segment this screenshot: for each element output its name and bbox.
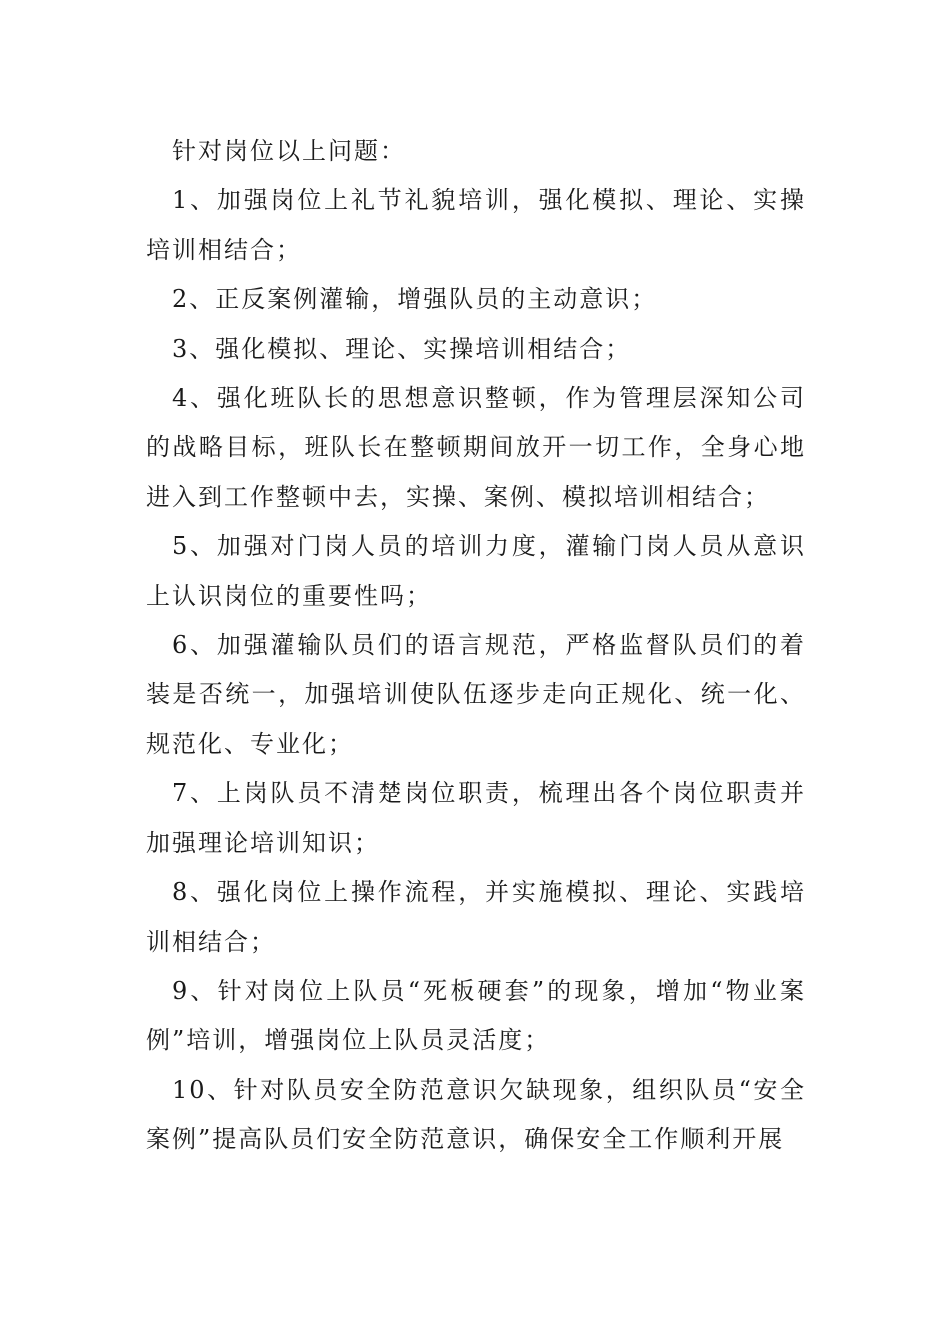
list-item-2: 2、正反案例灌输，增强队员的主动意识； [172,285,658,314]
intro-paragraph: 针对岗位以上问题： [172,137,406,165]
list-item-6: 6、加强灌输队员们的语言规范，严格监督队员们的着装是否统一，加强培训使队伍逐步走向正规化、统一化、规范化、专业化； [146,631,806,758]
list-item-4: 4、强化班队长的思想意识整顿，作为管理层深知公司的战略目标，班队长在整顿期间放开一切工作，全身心地进入到工作整顿中去，实操、案例、模拟培训相结合； [146,384,806,511]
list-item-1: 1、加强岗位上礼节礼貌培训，强化模拟、理论、实操培训相结合； [146,186,806,264]
list-item-5: 5、加强对门岗人员的培训力度，灌输门岗人员从意识上认识岗位的重要性吗； [146,532,806,610]
list-item-8: 8、强化岗位上操作流程，并实施模拟、理论、实践培训相结合； [146,878,806,956]
document-body [146,127,806,1165]
list-item-3: 3、强化模拟、理论、实操培训相结合； [172,334,632,363]
list-item-9: 9、针对岗位上队员“死板硬套”的现象，增加“物业案例”培训，增强岗位上队员灵活度； [146,976,806,1055]
list-item-7: 7、上岗队员不清楚岗位职责，梳理出各个岗位职责并加强理论培训知识； [146,779,806,857]
list-item-10: 10、针对队员安全防范意识欠缺现象，组织队员“安全案例”提高队员们安全防范意识，确保安全工作顺利开展 [146,1075,806,1154]
